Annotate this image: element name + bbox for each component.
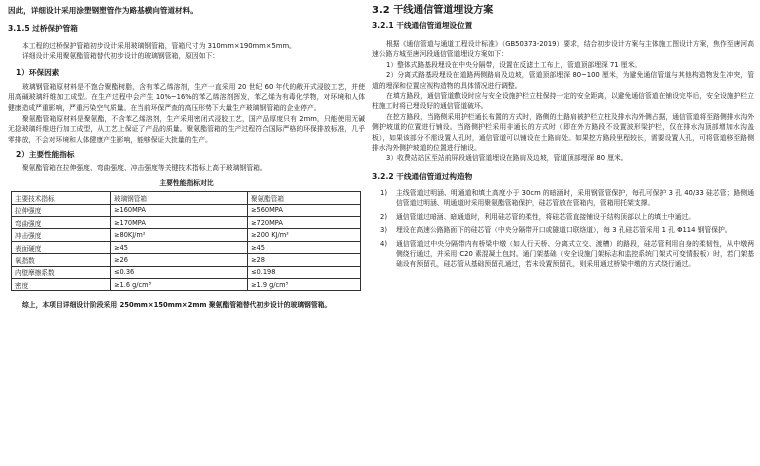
- table-cell: ≤0.198: [248, 266, 361, 278]
- list-item: [372, 188, 754, 209]
- table-cell: 冲击强度: [12, 229, 111, 241]
- list-item: 3）收费站站区至站前屏段通信管道埋设在路肩及边坡，管道顶部埋深 80 厘米。: [386, 154, 628, 163]
- paragraph-fiberglass: 玻璃钢管箱原材料是不饱合聚酯树脂，含有苯乙烯溶剂，生产一直采用 20 世纪 60 年代的敞开式浸胶工艺，并使用高碱玻璃纤维加工成型。在生产过程中会产生 10%~16%的苯乙烯溶剂挥发，苯乙烯为有毒化学物，对环境和人体健康造成严重影响，严重污染空气质量。在当前环保严查的高压形势下大量生产玻璃钢管箱的企业停产。: [8, 82, 365, 112]
- performance-table: [11, 191, 361, 292]
- paragraph-reasons-intro: 详细设计采用聚氨酯管箱替代初步设计的玻璃钢管箱，原因如下：: [22, 52, 220, 61]
- table-cell: ≥28: [248, 254, 361, 266]
- table-cell: ≤0.36: [111, 266, 248, 278]
- list-item: [372, 212, 754, 222]
- right-column: [372, 0, 754, 270]
- table-cell: ≥45: [111, 241, 248, 253]
- section-heading-3-1-5: 3.1.5 过桥保护管箱: [8, 24, 78, 33]
- table-cell: ≥1.9 g/cm³: [248, 279, 361, 291]
- section-heading-3-2-2: 3.2.2 干线通信管道过构造物: [372, 171, 473, 181]
- paragraph-standard: 根据《通信管道与通道工程设计标准》（GB50373-2019）要求，结合初步设计方案与主体施工图设计方案，焦作至唐河高速公路方城至唐河段通信管道埋设方案如下：: [372, 40, 754, 59]
- table-row: [12, 229, 361, 241]
- list-item: 1）整体式路基段埋设在中央分隔带，设置在反滤土工布上，管道顶部埋深 71 厘米。: [386, 60, 642, 69]
- conclusion-paragraph: 综上，本项目详细设计阶段采用 250mm×150mm×2mm 聚氨酯管箱替代初步设计的玻璃钢管箱。: [22, 301, 332, 310]
- section-heading-3-2: 3.2 干线通信管道埋设方案: [372, 5, 494, 16]
- table-cell: ≥560MPA: [248, 204, 361, 216]
- heading-performance-indicators: 2）主要性能指标: [16, 150, 75, 160]
- list-number: 4): [380, 239, 387, 248]
- list-item: 2）分离式路基段埋设在道路两侧路肩及边坡，管道顶部埋深 80~100 厘米，为避免通信管道与其他构造物发生冲突，管道的埋深和位置应视构造物的具体情况进行调整。: [372, 71, 754, 90]
- table-caption: 主要性能指标对比: [159, 178, 214, 187]
- table-cell: ≥80KJ/m²: [111, 229, 248, 241]
- list-item-text: 主线管道过明涵、明通道和填土高度小于 30cm 的暗涵时，采用钢管管保护，每孔可保护 3 孔 40/33 硅芯管；路侧通信管道过明涵、明通道时采用聚氨酯管箱保护，硅芯管放在管箱内，管箱用托架支撑。: [396, 188, 754, 208]
- header-cell: 玻璃钢管箱: [111, 191, 248, 204]
- section-heading-3-2-1: 3.2.1 干线通信管道埋设位置: [372, 21, 473, 30]
- paragraph-cut-section: 在挖方路段，当路侧采用护栏通长布置的方式时，路侧的土路肩被护栏立柱及排水沟外侧占据，通信管道将至路侧排水沟外侧护坡道的位置进行铺设。当路侧护栏采用非通长的方式时（即在外方路段不设置波形梁护栏，仅在排水沟顶部增加水沟盖板），如果该部分不需设置人孔时，通信管道可以铺设在土路肩处。如果挖方路段里程较长，需要设置人孔，可将管道移至路侧排水沟外侧护坡道的位置进行铺设。: [372, 112, 754, 153]
- list-item: [372, 225, 754, 235]
- list-number: 2): [380, 212, 387, 221]
- list-item-text: 通信管道过暗涵、暗通道时，利用硅芯管的柔性，将硅芯管直接铺设于结构顶部以上的填土中通过。: [396, 212, 696, 221]
- table-row: [12, 254, 361, 266]
- table-row: [12, 279, 361, 291]
- list-number: 3): [380, 226, 387, 235]
- heading-environmental-factors: 1）环保因素: [16, 67, 60, 77]
- table-cell: ≥45: [248, 241, 361, 253]
- table-cell: ≥160MPA: [111, 204, 248, 216]
- list-item: [372, 239, 754, 270]
- table-cell: ≥200 KJ/m²: [248, 229, 361, 241]
- table-cell: 密度: [12, 279, 111, 291]
- paragraph-box-size: 本工程的过桥保护管箱初步设计采用玻璃钢管箱，管箱尺寸为 310mm×190mm×5mm。: [22, 42, 296, 50]
- table-row: [12, 241, 361, 253]
- table-row: [12, 204, 361, 216]
- table-cell: 氧指数: [12, 254, 111, 266]
- paragraph-performance: 聚氨酯管箱在拉伸强度、弯曲强度、冲击强度等关键技术指标上高于玻璃钢管箱。: [22, 164, 267, 173]
- table-cell: ≥170MPA: [111, 217, 248, 229]
- table-cell: ≥720MPA: [248, 217, 361, 229]
- table-row: [12, 266, 361, 278]
- table-header-row: [12, 191, 361, 204]
- paragraph-fill-section: 在填方路段，通信管道敷设时应与安全设施护栏立柱保持一定的安全距离，以避免通信管道在铺设完毕后，安全设施护栏立柱施工时将已埋设好的通信管道破坏。: [372, 92, 754, 111]
- list-number: 1): [380, 188, 387, 197]
- list-item-text: 通信管道过中央分隔带内有桥梁中墩（如人行天桥、分离式立交、渡槽）的路段，硅芯管利用自身的柔韧性，从中墩两侧绕行通过，并采用 C20 素混凝土包封。通门架基础（安全设施门架标志和监控系统门架式可变情报板）时，若门架基础设有预留孔，硅芯管从基础预留孔通过，若未设置预留孔，则采用通过桥梁中墩的方式绕行通过。: [396, 239, 754, 269]
- table-cell: 表面硬度: [12, 241, 111, 253]
- table-cell: ≥26: [111, 254, 248, 266]
- paragraph-polyurethane: 聚氨酯管箱原材料是聚氨酯，不含苯乙烯溶剂，生产采用密闭式浸胶工艺，国产品厚度只有 2mm，只能使用无碱无捻玻璃纤维进行加工成型，从工艺上保证了产品的质量。聚氨酯管箱的生产过程符合国际严格的环保排放标准，几乎零排放，不会对环境和人体健康产生影响，能够保证大批量的生产。: [8, 115, 365, 144]
- table-cell: 拉伸强度: [12, 204, 111, 216]
- header-cell: 主要技术指标: [12, 191, 111, 204]
- left-column: [8, 0, 365, 311]
- table-cell: 弯曲强度: [12, 217, 111, 229]
- table-cell: 内壁摩擦系数: [12, 266, 111, 278]
- table-cell: ≥1.6 g/cm³: [111, 279, 248, 291]
- structure-crossing-list: [372, 188, 754, 270]
- list-item-text: 埋设在高速公路路面下的硅芯管（中央分隔带开口或隧道口联络道），每 3 孔硅芯管采用 1 孔 Φ114 钢管保护。: [396, 226, 732, 235]
- table-row: [12, 217, 361, 229]
- lead-sentence: 因此，详细设计采用涂塑钢塑管作为路基横向管道材料。: [8, 6, 198, 15]
- header-cell: 聚氨酯管箱: [248, 191, 361, 204]
